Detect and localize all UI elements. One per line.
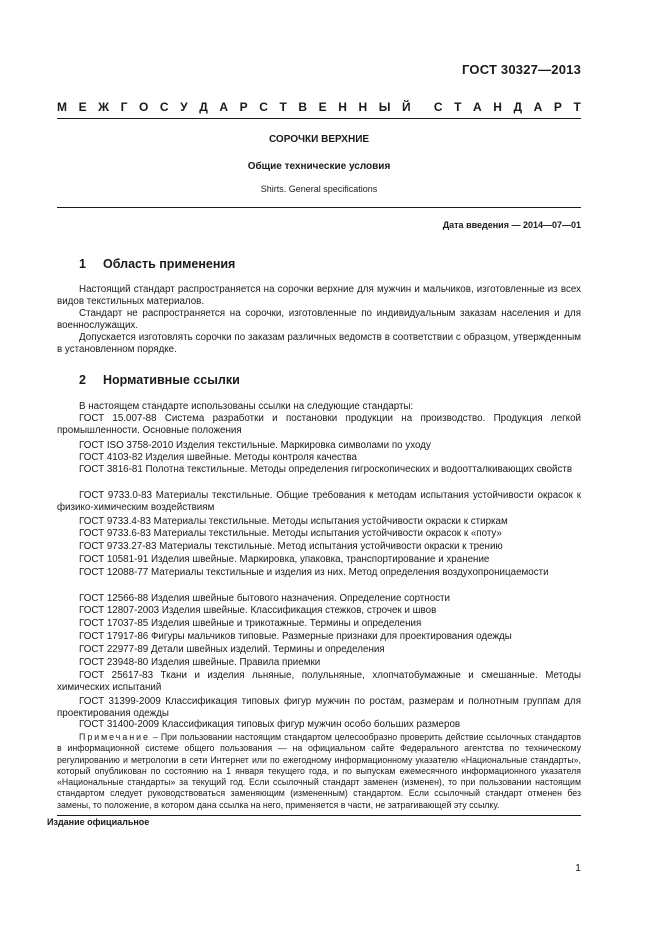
section-1-title: Область применения [103, 257, 236, 271]
banner-letter: А [473, 100, 482, 114]
banner-letter: С [259, 100, 268, 114]
reference-item: ГОСТ 12807-2003 Изделия швейные. Классификация стежков, строчек и швов [79, 605, 437, 616]
banner-letter: Т [454, 100, 462, 114]
document-title-english: Shirts. General specifications [260, 184, 378, 194]
reference-item: ГОСТ 9733.4-83 Материалы текстильные. Методы испытания устойчивости окраски к стиркам [79, 516, 508, 527]
banner-letter: Й [402, 100, 411, 114]
section-1-paragraph: Допускается изготовлять сорочки по заказам различных ведомств в соответствии с образцом, утвержденным в установленном порядке. [57, 332, 581, 355]
reference-item: ГОСТ 12088-77 Материалы текстильные и изделия из них. Метод определения воздухопроницаемости [79, 567, 549, 578]
reference-item: ГОСТ 4103-82 Изделия швейные. Методы контроля качества [79, 452, 357, 463]
banner-letter: Е [318, 100, 327, 114]
section-2-title: Нормативные ссылки [103, 373, 240, 387]
reference-item: ГОСТ 9733.27-83 Материалы текстильные. Метод испытания устойчивости окраски к трению [79, 541, 503, 552]
document-title: СОРОЧКИ ВЕРХНИЕ [268, 134, 370, 145]
section-2-heading [79, 373, 240, 387]
banner-letter: Р [239, 100, 248, 114]
banner-letter: Ж [98, 100, 110, 114]
reference-item: ГОСТ 15.007-88 Система разработки и постановки продукции на производство. Продукция легкой промышленности. Основные положения [57, 413, 581, 436]
title-divider [57, 207, 581, 208]
reference-item: ГОСТ 31400-2009 Классификация типовых фигур мужчин особо больших размеров [79, 719, 461, 730]
banner-letter: Н [338, 100, 347, 114]
reference-item: ГОСТ 25617-83 Ткани и изделия льняные, полульняные, хлопчатобумажные и смешанные. Методы химических испытаний [57, 670, 581, 693]
section-2-intro: В настоящем стандарте использованы ссылки на следующие стандарты: [79, 401, 414, 412]
section-2-number: 2 [79, 373, 86, 387]
interstate-standard-banner [57, 100, 581, 114]
reference-note [57, 732, 581, 811]
banner-letter: С [159, 100, 169, 114]
banner-letter: Т [279, 100, 287, 114]
banner-letter: А [219, 100, 229, 114]
section-1-paragraph: Настоящий стандарт распространяется на сорочки верхние для мужчин и мальчиков, изготовленные из всех видов текстильных материалов. [57, 284, 581, 307]
banner-letter: Г [120, 100, 128, 114]
banner-letter: А [533, 100, 543, 114]
section-1-number: 1 [79, 257, 86, 271]
reference-item: ГОСТ 9733.0-83 Материалы текстильные. Общие требования к методам испытания устойчивости окрасок к физико-химическим воздействиям [57, 490, 581, 513]
section-1-paragraph: Стандарт не распространяется на сорочки, изготовленные по индивидуальным заказам населения и для военнослужащих. [57, 308, 581, 331]
banner-letter: В [298, 100, 308, 114]
reference-item: ГОСТ 12566-88 Изделия швейные бытового назначения. Определение сортности [79, 593, 451, 604]
document-subtitle: Общие технические условия [247, 161, 391, 172]
banner-letter: С [433, 100, 443, 114]
introduction-date: Дата введения — 2014—07—01 [442, 220, 581, 230]
note-label: Примечание [79, 732, 150, 742]
banner-letter: У [180, 100, 188, 114]
banner-letter: Д [513, 100, 523, 114]
section-1-heading [79, 257, 235, 271]
banner-letter: О [139, 100, 149, 114]
reference-item: ГОСТ 31399-2009 Классификация типовых фигур мужчин по ростам, размерам и полнотным группам для проектирования одежды [57, 696, 581, 719]
reference-item: ГОСТ 17037-85 Изделия швейные и трикотажные. Термины и определения [79, 618, 422, 629]
reference-item: ГОСТ ISO 3758-2010 Изделия текстильные. Маркировка символами по уходу [79, 440, 431, 451]
banner-letter: Н [493, 100, 502, 114]
reference-item: ГОСТ 22977-89 Детали швейных изделий. Термины и определения [79, 644, 385, 655]
page-number: 1 [575, 862, 581, 874]
banner-letter: Д [199, 100, 208, 114]
banner-letter: М [57, 100, 67, 114]
reference-item: ГОСТ 23948-80 Изделия швейные. Правила приемки [79, 657, 321, 668]
reference-item: ГОСТ 9733.6-83 Материалы текстильные. Методы испытания устойчивости окрасок к «поту» [79, 528, 502, 539]
reference-item: ГОСТ 17917-86 Фигуры мальчиков типовые. Размерные признаки для проектирования одежды [79, 631, 512, 642]
reference-item: ГОСТ 3816-81 Полотна текстильные. Методы определения гигроскопических и водоотталкивающих свойств [79, 464, 573, 475]
banner-letter: Р [553, 100, 562, 114]
note-text: – При пользовании настоящим стандартом целесообразно проверить действие ссылочных стандартов в информационной системе общего пользования — на официальном сайте Федерального агентства по техническому регулированию и метрологии в сети Интернет или по ежегодному информационному указателю «Национальные стандарты», который опубликован по состоянию на 1 января текущего года, и по выпускам ежемесячного информационного указателя «Национальные стандарты» за текущий год. Если ссылочный стандарт заменен (изменен), то при пользовании настоящим стандартом следует руководствоваться заменяющим (измененным) стандартом. Если ссылочный стандарт отменен без замены, то положение, в котором дана ссылка на него, применяется в части, не затрагивающей эту ссылку. [57, 732, 581, 810]
official-edition-label: Издание официальное [47, 817, 150, 827]
banner-letter: Т [573, 100, 581, 114]
standard-number: ГОСТ 30327—2013 [462, 62, 581, 77]
footer-divider [57, 815, 581, 816]
header-divider [57, 118, 581, 119]
banner-letter: Е [78, 100, 87, 114]
banner-letter: Ы [378, 100, 391, 114]
banner-letter: Н [358, 100, 368, 114]
reference-item: ГОСТ 10581-91 Изделия швейные. Маркировка, упаковка, транспортирование и хранение [79, 554, 490, 565]
